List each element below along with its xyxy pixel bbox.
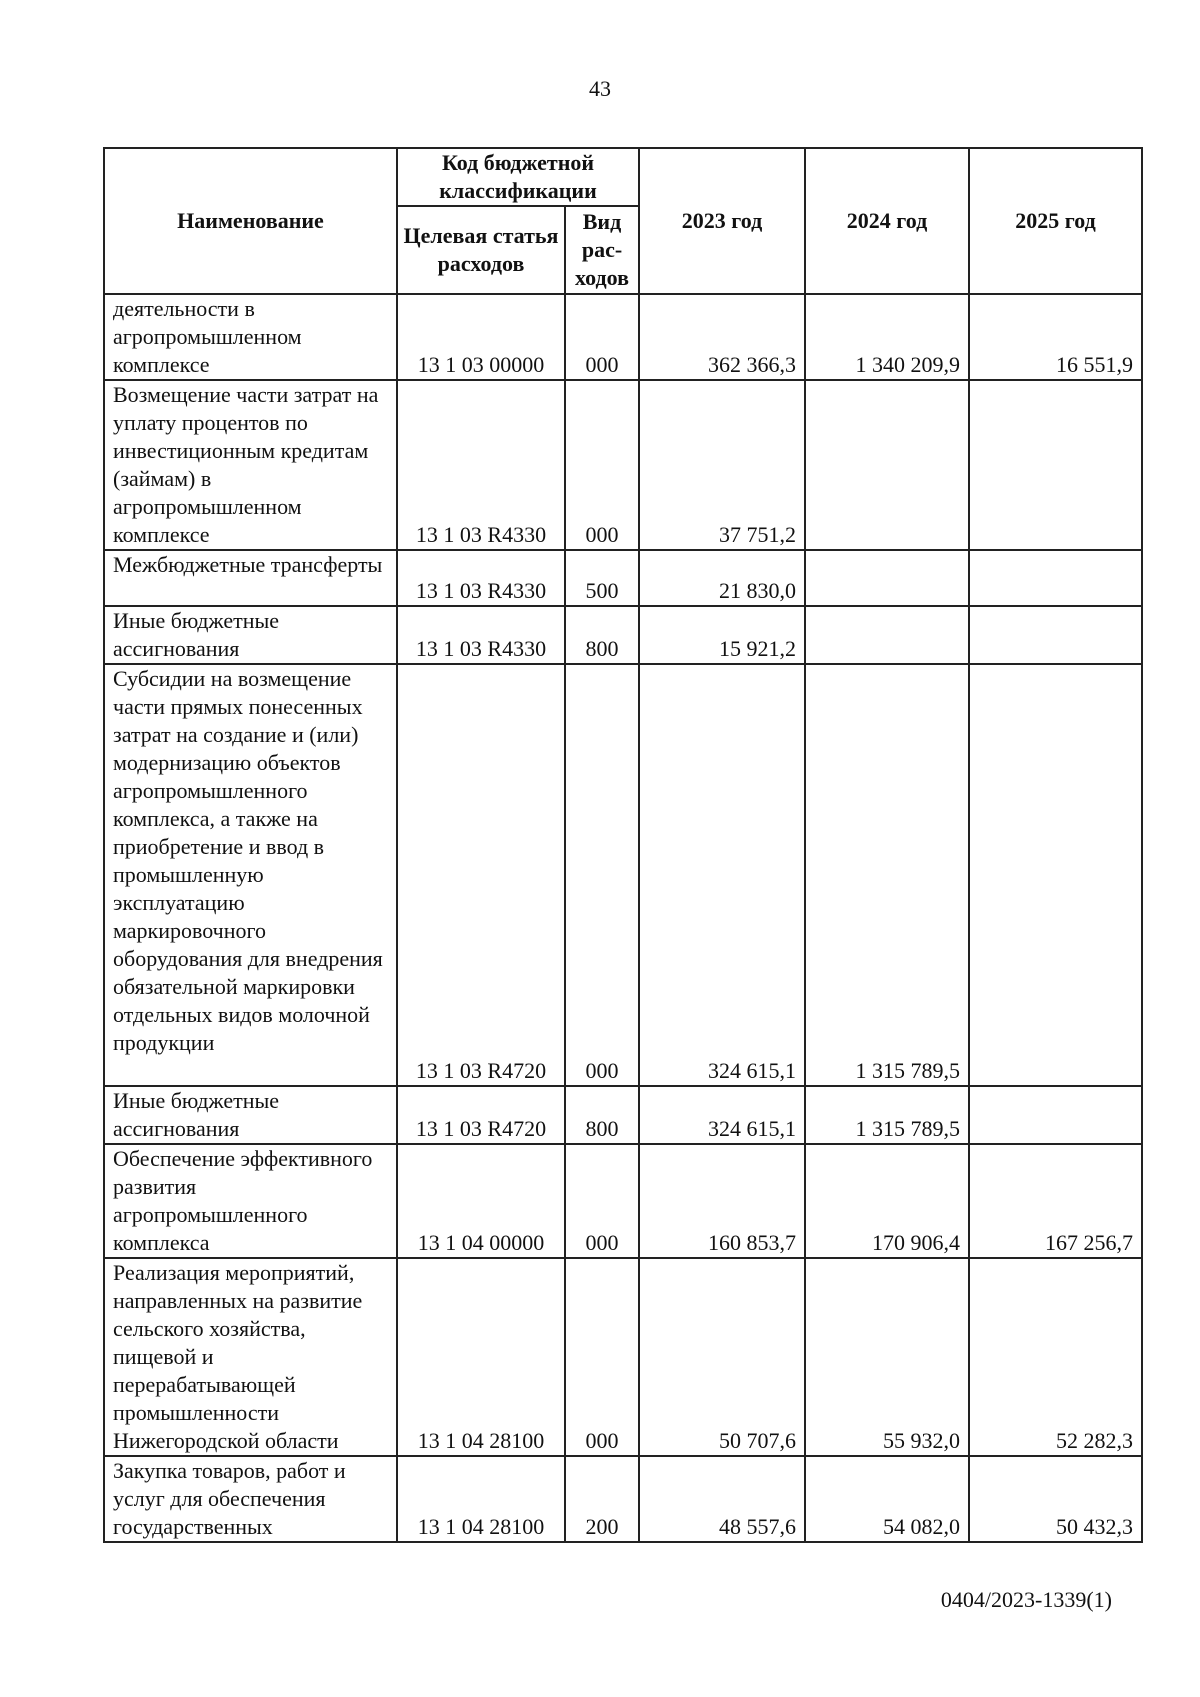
table-row [104,606,1142,664]
row-name: Возмещение части затрат на уплату процентов по инвестиционным кредитам (займам) в агропромышленном комплексе [104,380,397,550]
table-row [104,1456,1142,1542]
row-target-code: 13 1 03 R4720 [397,664,565,1086]
row-value-2025 [969,606,1142,664]
table-row [104,664,1142,1086]
row-value-2025 [969,380,1142,550]
budget-table [103,147,1143,1543]
header-name: Наименование [104,148,397,294]
table-row [104,550,1142,606]
row-value-2024: 1 340 209,9 [805,294,969,380]
row-value-2025: 52 282,3 [969,1258,1142,1456]
row-name: Реализация мероприятий, направленных на развитие сельского хозяйства, пищевой и перерабатывающей промышленности Нижегородской области [104,1258,397,1456]
row-name: Закупка товаров, работ и услуг для обеспечения государственных [104,1456,397,1542]
row-value-2023: 324 615,1 [639,664,805,1086]
row-target-code: 13 1 03 R4330 [397,550,565,606]
row-value-2024: 55 932,0 [805,1258,969,1456]
table-row [104,1258,1142,1456]
row-expense-kind: 000 [565,1144,639,1258]
row-value-2024: 170 906,4 [805,1144,969,1258]
row-expense-kind: 000 [565,664,639,1086]
row-name: деятельности в агропромышленном комплексе [104,294,397,380]
header-expense-kind: Вид рас-ходов [565,206,639,294]
table-row [104,294,1142,380]
row-target-code: 13 1 03 00000 [397,294,565,380]
page-number: 43 [589,76,611,101]
row-value-2025 [969,550,1142,606]
row-value-2025: 167 256,7 [969,1144,1142,1258]
table-row [104,380,1142,550]
row-name: Межбюджетные трансферты [104,550,397,606]
row-expense-kind: 500 [565,550,639,606]
row-value-2023: 37 751,2 [639,380,805,550]
row-target-code: 13 1 04 00000 [397,1144,565,1258]
row-target-code: 13 1 04 28100 [397,1456,565,1542]
row-value-2024 [805,380,969,550]
row-name: Обеспечение эффективного развития агропромышленного комплекса [104,1144,397,1258]
row-value-2023: 362 366,3 [639,294,805,380]
row-name: Субсидии на возмещение части прямых понесенных затрат на создание и (или) модернизацию объектов агропромышленного комплекса, а также на приобретение и ввод в промышленную эксплуатацию маркировочного оборудования для внедрения обязательной маркировки отдельных видов молочной продукции [104,664,397,1086]
row-value-2025 [969,664,1142,1086]
row-value-2024: 1 315 789,5 [805,1086,969,1144]
row-expense-kind: 800 [565,1086,639,1144]
row-value-2023: 324 615,1 [639,1086,805,1144]
row-expense-kind: 200 [565,1456,639,1542]
row-value-2025: 16 551,9 [969,294,1142,380]
row-target-code: 13 1 03 R4720 [397,1086,565,1144]
row-value-2023: 48 557,6 [639,1456,805,1542]
row-value-2024: 54 082,0 [805,1456,969,1542]
row-expense-kind: 000 [565,380,639,550]
row-value-2023: 160 853,7 [639,1144,805,1258]
table-row [104,1086,1142,1144]
row-expense-kind: 000 [565,1258,639,1456]
row-name: Иные бюджетные ассигнования [104,1086,397,1144]
row-value-2023: 50 707,6 [639,1258,805,1456]
header-2024: 2024 год [805,148,969,294]
row-expense-kind: 800 [565,606,639,664]
row-target-code: 13 1 04 28100 [397,1258,565,1456]
row-name: Иные бюджетные ассигнования [104,606,397,664]
row-value-2023: 15 921,2 [639,606,805,664]
row-value-2024: 1 315 789,5 [805,664,969,1086]
row-value-2024 [805,550,969,606]
row-expense-kind: 000 [565,294,639,380]
row-target-code: 13 1 03 R4330 [397,380,565,550]
header-2023: 2023 год [639,148,805,294]
header-2025: 2025 год [969,148,1142,294]
header-code-group: Код бюджетной классификации [397,148,639,206]
row-value-2025: 50 432,3 [969,1456,1142,1542]
row-target-code: 13 1 03 R4330 [397,606,565,664]
row-value-2023: 21 830,0 [639,550,805,606]
table-row [104,1144,1142,1258]
row-value-2025 [969,1086,1142,1144]
document-code: 0404/2023-1339(1) [940,1587,1112,1612]
row-value-2024 [805,606,969,664]
header-target-article: Целевая статья расходов [397,206,565,294]
